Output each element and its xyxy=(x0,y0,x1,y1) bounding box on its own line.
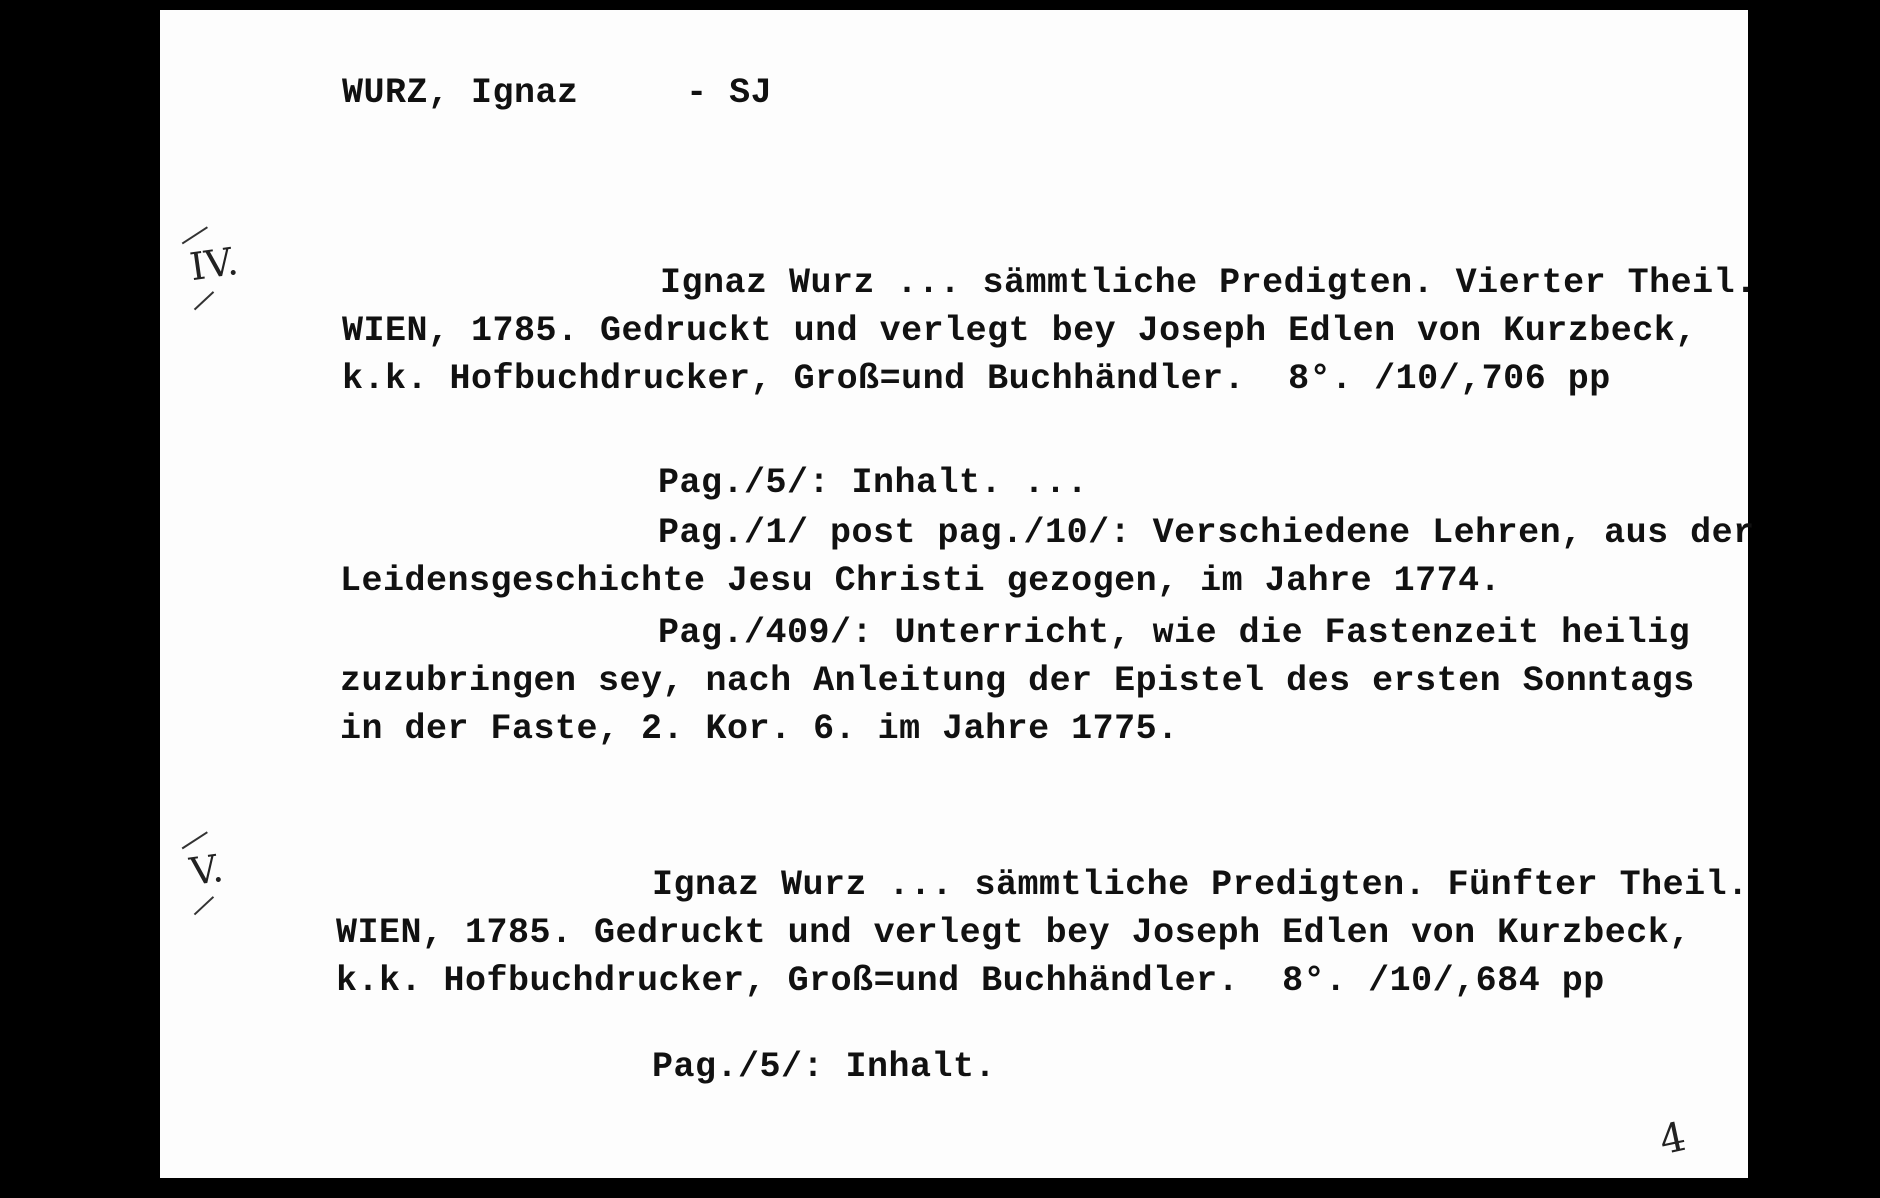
title-line: Ignaz Wurz ... sämmtliche Predigten. Fünfter Theil. xyxy=(652,865,1749,905)
imprint-line: k.k. Hofbuchdrucker, Groß=und Buchhändler. 8°. /10/,684 pp xyxy=(336,961,1605,1001)
contents-line: zuzubringen sey, nach Anleitung der Epistel des ersten Sonntags xyxy=(340,661,1695,701)
card-heading xyxy=(342,73,773,113)
contents-line: Pag./409/: Unterricht, wie die Fastenzeit heilig xyxy=(658,613,1691,653)
title-line: Ignaz Wurz ... sämmtliche Predigten. Vierter Theil. xyxy=(660,263,1757,303)
contents-line: Pag./5/: Inhalt. ... xyxy=(658,463,1089,503)
imprint-line: WIEN, 1785. Gedruckt und verlegt bey Joseph Edlen von Kurzbeck, xyxy=(336,913,1691,953)
order-abbreviation: - SJ xyxy=(686,73,773,113)
imprint-line: WIEN, 1785. Gedruckt und verlegt bey Joseph Edlen von Kurzbeck, xyxy=(342,311,1697,351)
volume-marker-v: V. xyxy=(187,845,226,895)
volume-marker-iv: IV. xyxy=(187,238,241,290)
page-number: 4 xyxy=(1655,1113,1690,1165)
contents-line: in der Faste, 2. Kor. 6. im Jahre 1775. xyxy=(340,709,1179,749)
contents-line: Pag./1/ post pag./10/: Verschiedene Lehren, aus der xyxy=(658,513,1755,553)
imprint-line: k.k. Hofbuchdrucker, Groß=und Buchhändler. 8°. /10/,706 pp xyxy=(342,359,1611,399)
author-name: WURZ, Ignaz xyxy=(342,73,579,113)
contents-line: Leidensgeschichte Jesu Christi gezogen, im Jahre 1774. xyxy=(340,561,1502,601)
contents-line: Pag./5/: Inhalt. xyxy=(652,1047,997,1087)
catalog-card xyxy=(160,10,1757,1178)
